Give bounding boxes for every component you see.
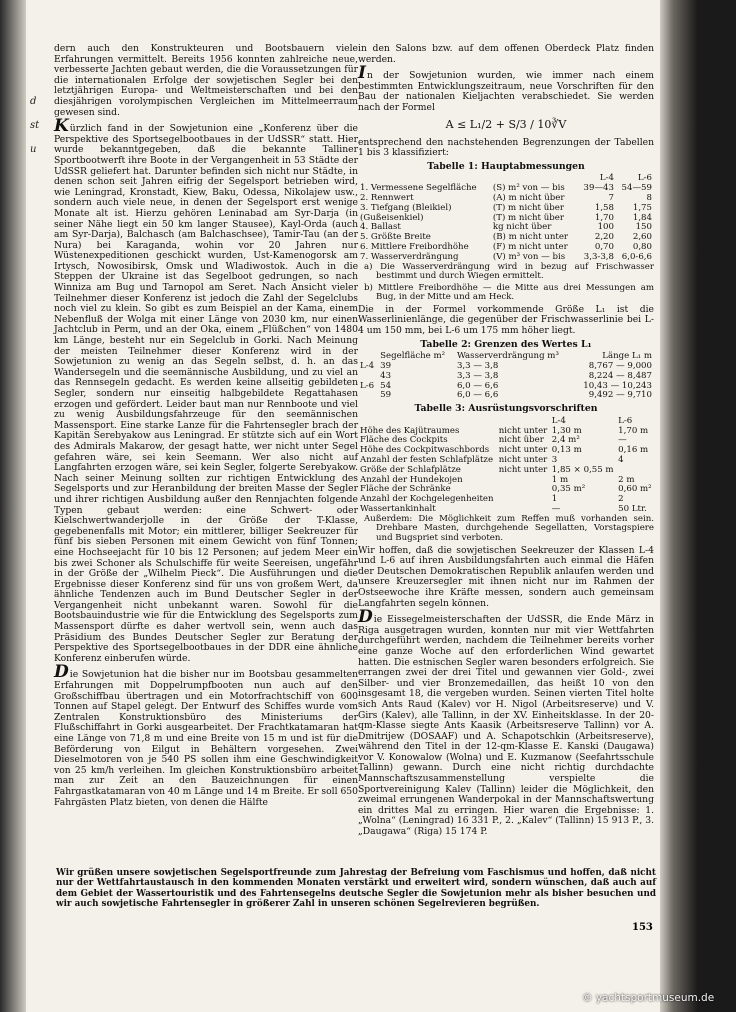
table-cell: 50 Ltr. (618, 504, 647, 515)
table-cell: 8 (646, 192, 652, 203)
table-cell: Anzahl der Kochgelegenheiten (360, 494, 494, 505)
drop-cap: I (358, 63, 366, 84)
table-cell: 1,70 m (618, 425, 649, 436)
table-cell: — (618, 435, 627, 446)
margin-note: st (30, 120, 40, 131)
table-cell: 1,58 (594, 202, 614, 213)
table-cell: 8,767 — 9,000 (588, 361, 652, 372)
table-cell: (B) m nicht unter (492, 232, 569, 243)
table-note: a) Die Wasserverdrängung wird in bezug auf Frischwasser bestimmt und durch Wiegen ermittelt. (364, 261, 654, 282)
drop-cap: K (54, 116, 69, 137)
table-cell: 6. Mittlere Freibordhöhe (360, 241, 469, 252)
table-cell: nicht unter (498, 425, 548, 436)
table-cell: (A) m nicht über (492, 192, 565, 203)
column-header: L-4 (599, 173, 614, 184)
table-cell: 0,16 m (618, 445, 649, 456)
table-cell: 6,0 — 6,6 (456, 380, 499, 391)
page-number: 153 (632, 922, 653, 933)
table-cell: 6,0 — 6,6 (456, 390, 499, 401)
table-cell: 1 m (551, 474, 569, 485)
paragraph: Die in der Formel vorkommende Größe L₁ ist die Wasserlinienlänge, die gegenüber der Frischwasserlinie bei L-4 um 150 mm, bei L-6 um 175 mm höher liegt. (358, 303, 654, 337)
table-cell: 0,70 (594, 241, 614, 252)
table-cell: 4 (618, 455, 624, 466)
table-cell: 54 (380, 380, 392, 391)
table-cell: 150 (635, 222, 652, 233)
paragraph: Wir hoffen, daß die sowjetischen Seekreuzer der Klassen L-4 und L-6 auf ihren Ausbildungsfahrten auch einmal die Häfen der Deutschen Demokratischen Republik anlaufen werden und unsere Kreuzersegler mit ihnen nicht nur im Rahmen der Ostseewoche ihre Kräfte messen, sondern auch gemeinsam Langfahrten segeln können. (358, 544, 654, 609)
column-header: L-6 (637, 173, 652, 184)
page-binding-shadow (660, 0, 698, 1012)
table-cell: 3. Tiefgang (Bleikiel) (360, 202, 452, 213)
table-cell: 1,30 m (551, 425, 582, 436)
table-cell: Höhe des Kajütraumes (360, 425, 460, 436)
paragraph: entsprechend den nachstehenden Begrenzungen der Tabellen 1 bis 3 klassifiziert: (358, 136, 654, 159)
closing-greeting: Wir grüßen unsere sowjetischen Segelsportfreunde zum Jahrestag der Befreiung vom Faschismus und hoffen, daß nicht nur der Wettfahrtaustausch in den kommenden Monaten verstärkt und erweitert wird, sondern wünschen, daß auch auf dem Gebiet der Wassertouristik und des Fahrtensegelns deutsche Segler die Sowjetunion mehr als bisher besuchen und wir auch sowjetische Fahrtensegler in größerer Zahl in unseren schönen Segelrevieren begrüßen. (56, 868, 656, 910)
table-cell: 10,43 — 10,243 (583, 380, 652, 391)
paragraph: dern auch den Konstrukteuren und Bootsbauern viele Erfahrungen vermittelt. Bereits 1956 konnten zahlreiche neue, verbesserte Jachten gebaut werden, die die Voraussetzungen für die internationalen Erfolge der sowjetischen Segler bei den letztjährigen Europa- und Weltmeisterschaften und bei den diesjährigen vorolympischen Vergleichen im Mittelmeerraum gewesen sind. (54, 43, 358, 118)
table-cell: (T) m nicht über (492, 212, 564, 223)
table-equipment (358, 417, 654, 515)
right-column (358, 44, 654, 840)
table-cell: 8,224 — 8,487 (588, 370, 652, 381)
table-cell: 9,492 — 9,710 (588, 390, 652, 401)
column-header: Wasserverdrängung m³ (456, 351, 559, 362)
table-cell: 3,3 — 3,8 (456, 370, 499, 381)
table-title: Tabelle 1: Hauptabmessungen (427, 160, 585, 172)
table-cell: nicht unter (498, 455, 548, 466)
table-cell: 39 (380, 361, 392, 372)
paragraph: Kürzlich fand in der Sowjetunion eine „Konferenz über die Perspektive des Sportsegelbootbaues in der UdSSR“ statt. Hier wurde bekanntgegeben, daß die bekannte Talliner Sportbootwerft ihre Boote in der Vergangenheit in 53 Städte der UdSSR geliefert hat. Darunter befinden sich nicht nur Städte, in denen schon seit Jahren eifrig der Segelsport betrieben wird, wie Leningrad, Kronstadt, Kiew, Baku, Odessa, Nikolajew usw., sondern auch viele neue, in denen der Segelsport erst wenige Monate alt ist. Hierzu gehören Leninabad am Syr-Darja (in seiner Nähe liegt ein 50 km langer Stausee), Kayl-Orda (auch am Syr-Darja), Balchasch (am Balchaschsee), Tamir-Tau (an der Nura) bei Karaganda, wohin vor 20 Jahren nur Wüstenexpeditionen geschickt wurden, Ust-Kamenogorsk am Irtysch, Nowosibirsk, Omsk und Wladiwostok. Auch in die Steppen der Ukraine ist das Segelboot gedrungen, so nach Winniza am Bug und Tarnopol am Seret. Nach Ansicht vieler Teilnehmer dieser Konferenz ist jedoch die Zahl der Segelclubs noch viel zu klein. So gibt es zum Beispiel an der Kama, einem Nebenfluß der Wolga mit einer Länge von 2030 km, nur einen Jachtclub in Perm, und an der Oka, einem „Flüßchen“ von 1480 km Länge, besteht nur ein Segelclub in Gorki. Nach Meinung der meisten Teilnehmer dieser Konferenz wird in der Sowjetunion zu wenig an das Segeln selbst, d. h. an das Wandersegeln und die seemännische Ausbildung, und zu viel an das Rennsegeln gedacht. Es werden keine allseitig gebildeten Segler, sondern nur einseitig halbgebildete Regattahasen erzogen und gefördert. Leider baut man nur Rennboote und viel zu wenig Ausbildungsfahrzeuge für den seemännischen Massensport. Eine starke Lanze für die Fahrtensegler brach der Kapitän Serebyakow aus Leningrad. Er stützte sich auf ein Wort des Admirals Makarow, der gesagt hatte, wer nicht unter Segel gefahren wäre, sei kein Seemann. Wer also nicht auf Langfahrten erzogen wäre, sei kein Segler, folgerte Serebyakow. Nach seiner Meinung sollten zur richtigen Entwicklung des Segelsports und zur Heranbildung der breiten Masse der Segler und ihrer richtigen Ausbildung außer den Rennjachten folgende Typen gebaut werden: eine Schwert- oder Kielschwertwanderjolle in der Größe der T-Klasse, gegebenenfalls mit Motor; ein mittlerer, billiger Seekreuzer für fünf bis sieben Personen mit einem Gewicht von fünf Tonnen; eine Hochseejacht für 10 bis 12 Personen; auf jedem Meer ein bis zwei Schoner als Schulschiffe für weite Seereisen, ungefähr in der Größe der „Wilhelm Pieck“. Die Ausführungen und die Ergebnisse dieser Konferenz sind für uns von großem Wert, da ähnliche Tendenzen auch im Bund Deutscher Segler in der Vergangenheit nicht unbekannt waren. Sowohl für die Bootsbauindustrie wie für die Entwicklung des Segelsports zum Massensport dürfte es daher wertvoll sein, wenn auch das Präsidium des Bundes Deutscher Segler zur Beratung der Perspektive des Sportsegelbootbaues in der DDR eine ähnliche Konferenz einberufen würde. (54, 116, 358, 664)
paragraph: Die Sowjetunion hat die bisher nur im Bootsbau gesammelten Erfahrungen mit Doppelrumpfbooten nun auch auf den Großschiffbau übertragen und ein Motorfrachtschiff von 600 Tonnen auf Stapel gelegt. Der Entwurf des Schiffes wurde vom Zentralen Konstruktionsbüro des Ministeriums der Flußschiffahrt in Gorki ausgearbeitet. Der Frachtkatamaran hat eine Länge von 71,8 m und eine Breite von 15 m und ist für die Beförderung von Eilgut in Behältern vorgesehen. Zwei Dieselmotoren von je 540 PS sollen ihm eine Geschwindigkeit von 25 km/h verleihen. Im gleichen Konstruktionsbüro arbeitet man zur Zeit an den Bauzeichnungen für einen Fahrgastkatamaran von 40 m Länge und 14 m Breite. Er soll 650 Fahrgästen Platz bieten, von denen die Hälfte (54, 662, 358, 808)
margin-note: d (30, 96, 37, 107)
table-cell: 3,3 — 3,8 (456, 361, 499, 372)
column-header: L-6 (618, 415, 633, 426)
table-cell (497, 485, 550, 495)
table-cell: 0,80 (632, 241, 652, 252)
table-cell: 2 (618, 494, 624, 505)
table-cell: Fläche des Cockpits (360, 435, 448, 446)
table-title: Tabelle 2: Grenzen des Wertes L₁ (420, 338, 592, 350)
table-cell: nicht unter (498, 464, 548, 475)
table-cell: 0,35 m² (551, 484, 586, 495)
column-header: L-4 (551, 415, 566, 426)
table-cell: 7. Wasserverdrängung (360, 251, 459, 262)
left-column (54, 44, 358, 810)
table-cell: (S) m² von — bis (492, 183, 565, 194)
table-cell: 6,0-6,6 (621, 251, 652, 262)
table-l1-limits (358, 352, 654, 401)
table-cell: 3 (551, 455, 558, 466)
table-note: b) Mittlere Freibordhöhe — die Mitte aus drei Messungen am Bug, in der Mitte und am Heck. (364, 282, 654, 303)
page-edge-left (0, 0, 26, 1012)
table-note: Außerdem: Die Möglichkeit zum Reffen muß vorhanden sein. Drehbare Masten, durchgehende Segellatten, Vorstagspiere und Bugspriet sind verboten. (364, 513, 654, 543)
drop-cap: D (54, 662, 69, 683)
watermark: © yachtsportmuseum.de (582, 992, 715, 1004)
table-cell: — (551, 504, 561, 515)
table-cell (497, 476, 550, 486)
table-cell: (V) m³ von — bis (492, 251, 566, 262)
table-cell: Fläche der Schränke (360, 484, 451, 495)
formula: A ≤ L₁/2 + S/3 / 10∛V (445, 117, 567, 131)
paragraph: in den Salons bzw. auf dem offenen Oberdeck Platz finden werden. (358, 43, 654, 65)
table-cell: Größe der Schlafplätze (360, 464, 461, 475)
table-cell: 43 (380, 370, 392, 381)
paragraph: In der Sowjetunion wurden, wie immer nach einem bestimmten Entwicklungszeitraum, neue Vorschriften für den Bau der nationalen Kieljachten verabschiedet. Sie werden nach der Formel (358, 63, 654, 113)
table-cell: Anzahl der festen Schlafplätze (360, 455, 494, 466)
table-cell: 2,60 (632, 232, 652, 243)
table-cell: kg nicht über (492, 222, 552, 233)
table-cell: 2,4 m² (551, 435, 580, 446)
table-cell: 1. Vermessene Segelfläche (360, 183, 477, 194)
table-cell: Höhe des Cockpitwaschbords (360, 445, 490, 456)
table-cell: nicht unter (498, 445, 548, 456)
drop-cap: D (358, 607, 373, 628)
table-cell: 1,84 (632, 212, 652, 223)
table-cell (358, 391, 378, 401)
table-cell: L-6 (360, 380, 375, 391)
margin-note: u (30, 144, 37, 155)
table-cell: 3,3-3,8 (583, 251, 614, 262)
table-cell: L-4 (360, 361, 375, 372)
table-cell: nicht über (498, 435, 544, 446)
table-cell: 39—43 (583, 183, 614, 194)
table-title: Tabelle 3: Ausrüstungsvorschriften (414, 403, 598, 415)
table-row (358, 391, 654, 401)
table-cell: 0,60 m² (618, 484, 652, 495)
table-cell: 1,70 (594, 212, 614, 223)
table-cell: 1,85 × 0,55 m (551, 464, 614, 475)
table-cell: 5. Größte Breite (360, 232, 431, 243)
paragraph: Die Eissegelmeisterschaften der UdSSR, die Ende März in Riga ausgetragen wurden, konnten nur mit vier Wettfahrten durchgeführt werden, nachdem die Teilnehmer bereits vorher eine ganze Woche auf den erforderlichen Wind gewartet hatten. Die estnischen Segler waren besonders erfolgreich. Sie errangen zwei der drei Titel und gewannen vier Gold-, zwei Silber- und vier Bronzemedaillen, das heißt 10 von den insgesamt 18, die vergeben wurden. Seinen vierten Titel holte sich Ants Raud (Kalev) vor H. Nigol (Arbeitsreserve) und V. Girs (Kalev), alle Tallinn, in der XV. Einheitsklasse. In der 20-qm-Klasse siegte Ants Kaasik (Arbeitsreserve Tallinn) vor A. Dmitrijew (DOSAAF) und A. Schapotschkin (Arbeitsreserve), während den Titel in der 12-qm-Klasse E. Kanski (Daugawa) vor V. Konowalow (Wolna) und E. Kuzmanow (Seefahrtsschule Tallinn) gewann. Durch eine nicht richtig durchdachte Mannschaftszusammenstellung verspielte die Sportvereinigung Kalev (Tallinn) leider die Möglichkeit, den zweimal errungenen Wanderpokal in der Mannschaftswertung ein drittes Mal zu erringen. Hier waren die Ergebnisse: 1. „Wolna“ (Leningrad) 16 331 P., 2. „Kalev“ (Tallinn) 15 913 P., 3. „Daugawa“ (Riga) 15 174 P. (358, 607, 654, 838)
table-cell: (Gußeisenkiel) (360, 212, 424, 223)
table-cell: Wassertankinhalt (360, 504, 436, 515)
table-cell: 7 (608, 192, 614, 203)
column-header: Länge L₁ m (602, 351, 652, 362)
table-cell: 0,13 m (551, 445, 582, 456)
magazine-page (26, 0, 698, 1012)
table-cell: (F) m nicht unter (492, 241, 568, 252)
table-cell: (T) m nicht über (492, 202, 564, 213)
column-header: Segelfläche m² (380, 351, 446, 362)
table-main-dimensions (358, 174, 654, 262)
table-cell: Anzahl der Hundekojen (360, 474, 463, 485)
table-cell: 2. Rennwert (360, 192, 414, 203)
table-cell: 2 m (618, 474, 635, 485)
table-cell: 2,20 (594, 232, 614, 243)
table-cell: 4. Ballast (360, 222, 401, 233)
table-cell: 1,75 (632, 202, 652, 213)
table-cell: 100 (597, 222, 614, 233)
table-cell: 59 (380, 390, 392, 401)
table-cell: 1 (551, 494, 558, 505)
table-cell: 54—59 (621, 183, 652, 194)
table-cell (497, 495, 550, 505)
